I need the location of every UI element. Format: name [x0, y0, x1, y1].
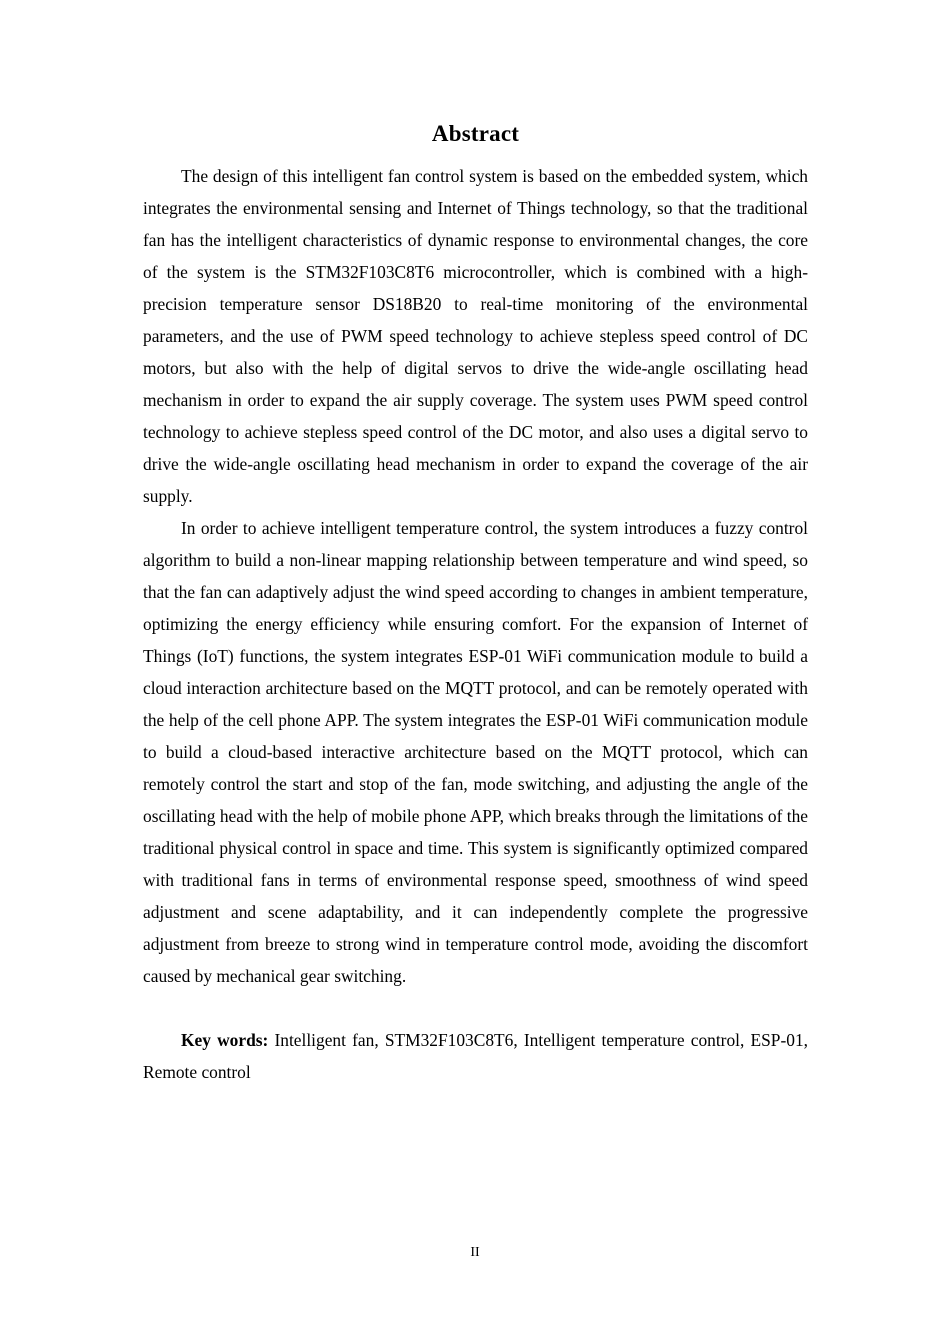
keywords-block: [143, 1024, 808, 1088]
keywords-spacer: [143, 992, 808, 1024]
keywords-value: Intelligent fan, STM32F103C8T6, Intelligent temperature control, ESP-01, Remote control: [143, 1030, 808, 1082]
page-number: II: [470, 1245, 480, 1260]
abstract-paragraph-1: The design of this intelligent fan control system is based on the embedded system, which integrates the environmental sensing and Internet of Things technology, so that the traditional fan has the intelligent characteristics of dynamic response to environmental changes, the core of the system is the STM32F103C8T6 microcontroller, which is combined with a high-precision temperature sensor DS18B20 to real-time monitoring of the environmental parameters, and the use of PWM speed technology to achieve stepless speed control of DC motors, but also with the help of digital servos to drive the wide-angle oscillating head mechanism in order to expand the air supply coverage. The system uses PWM speed control technology to achieve stepless speed control of the DC motor, and also uses a digital servo to drive the wide-angle oscillating head mechanism in order to expand the coverage of the air supply.: [143, 166, 808, 506]
page-title: Abstract: [431, 121, 520, 146]
abstract-section: [143, 118, 808, 1088]
keywords-label: Key words:: [181, 1030, 269, 1050]
abstract-paragraph-2: In order to achieve intelligent temperature control, the system introduces a fuzzy control algorithm to build a non-linear mapping relationship between temperature and wind speed, so that the fan can adaptively adjust the wind speed according to changes in ambient temperature, optimizing the energy efficiency while ensuring comfort. For the expansion of Internet of Things (IoT) functions, the system integrates ESP-01 WiFi communication module to build a cloud interaction architecture based on the MQTT protocol, and can be remotely operated with the help of the cell phone APP. The system integrates the ESP-01 WiFi communication module to build a cloud-based interactive architecture based on the MQTT protocol, which can remotely control the start and stop of the fan, mode switching, and adjusting the angle of the oscillating head with the help of mobile phone APP, which breaks through the limitations of the traditional physical control in space and time. This system is significantly optimized compared with traditional fans in terms of environmental response speed, smoothness of wind speed adjustment and scene adaptability, and it can independently complete the progressive adjustment from breeze to strong wind in temperature control mode, avoiding the discomfort caused by mechanical gear switching.: [143, 518, 808, 986]
